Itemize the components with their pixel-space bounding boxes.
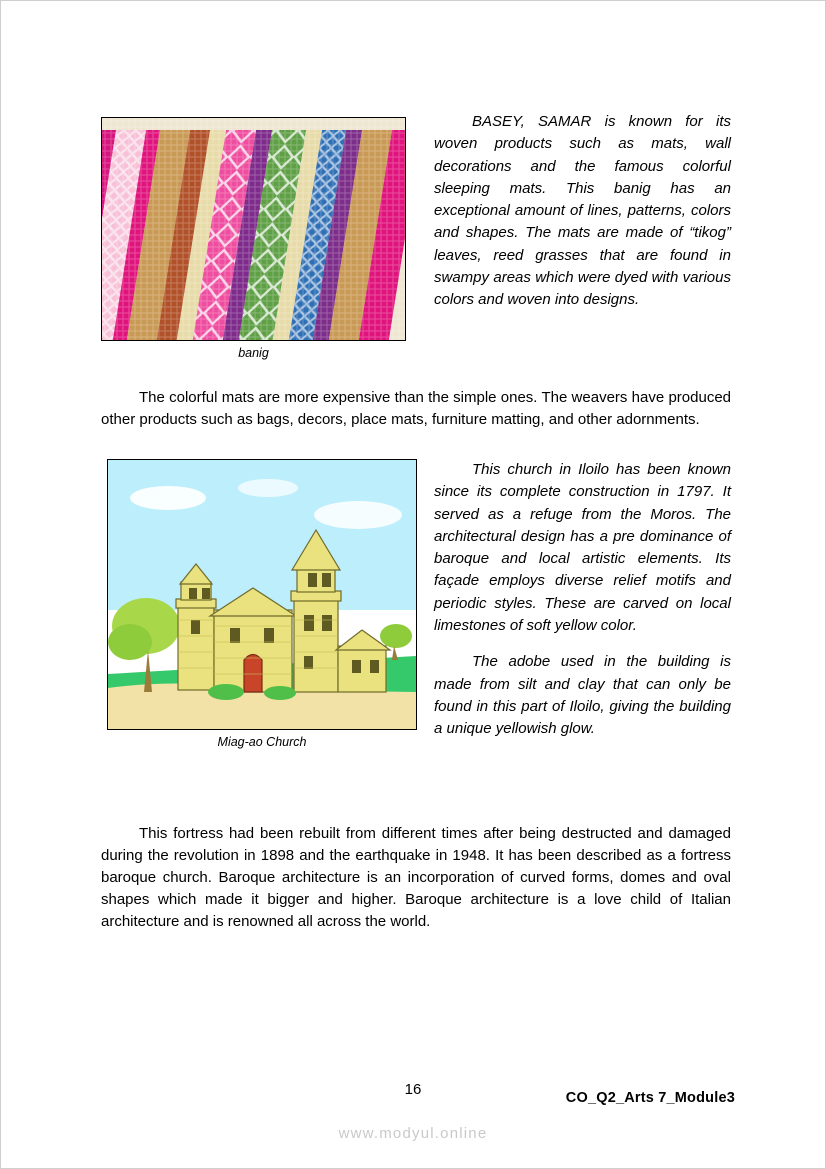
figure-caption-church: Miag-ao Church	[217, 735, 307, 749]
paragraph-church-1: This church in Iloilo has been known since its complete construction in 1797. It served as a refuge from the Moros. The architectural design has a pre dominance of baroque and local artistic elements. Its façade employs diverse relief motifs and periodic styles. These are carved on local limestones of soft yellow color.	[434, 461, 731, 635]
church-image-frame	[107, 459, 417, 730]
section-church	[101, 459, 731, 789]
banig-image-frame	[101, 117, 406, 341]
paragraph-basey-samar	[434, 111, 731, 312]
paragraph-rest: is known for its woven products such as mats, wall decorations and the famous colorful sleeping mats. This banig has an exceptional amount of lines, patterns, colors and shapes. The mats are made of “tikog” leaves, reed grasses that are found in swampy areas which were dyed with various colors and woven into designs.	[434, 113, 731, 309]
paragraph-group-church	[434, 459, 731, 755]
footer-module-code: CO_Q2_Arts 7_Module3	[565, 1090, 735, 1106]
page-content	[101, 111, 731, 933]
banig-illustration	[102, 118, 405, 340]
paragraph-fortress: This fortress had been rebuilt from different times after being destructed and damaged during the revolution in 1898 and the earthquake in 1948. It has been described as a fortress baroque church. Baroque architecture is an incorporation of curved forms, domes and oval shapes which made it bigger and higher. Baroque architecture is a love child of Italian architecture and is renowned all across the world.	[101, 825, 731, 930]
figure-caption-banig: banig	[238, 346, 269, 360]
watermark: www.modyul.online	[338, 1125, 488, 1142]
paragraph-colorful-mats: The colorful mats are more expensive than the simple ones. The weavers have produced other products such as bags, decors, place mats, furniture matting, and other adornments.	[101, 389, 731, 428]
figure-miagao-church	[107, 459, 417, 749]
page-number: 16	[404, 1081, 422, 1098]
figure-banig	[101, 117, 406, 360]
section-banig	[101, 111, 731, 359]
paragraph-lead: BASEY, SAMAR	[472, 113, 592, 130]
church-illustration	[108, 460, 416, 729]
paragraph-church-2: The adobe used in the building is made from silt and clay that can only be found in this part of Iloilo, giving the building a unique yellowish glow.	[434, 653, 731, 738]
